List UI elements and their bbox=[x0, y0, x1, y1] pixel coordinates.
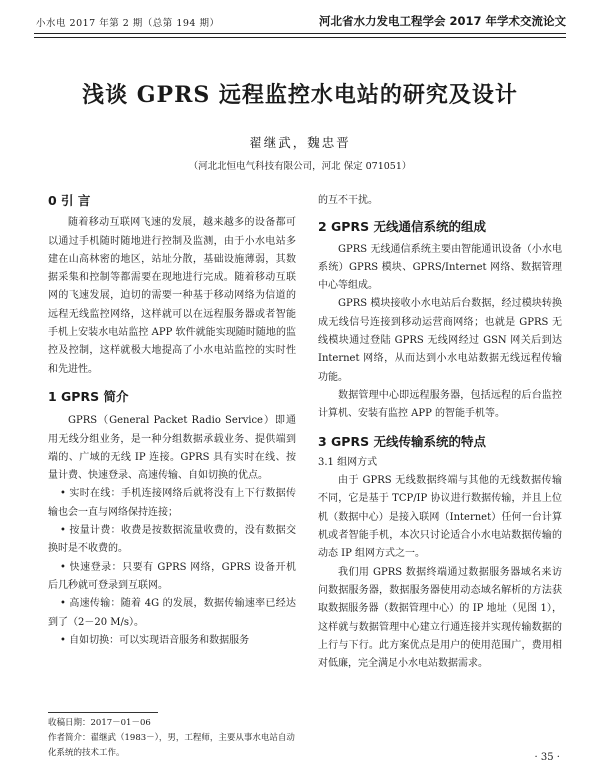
header-rule-thick bbox=[34, 33, 566, 34]
section-0-heading: 0 引 言 bbox=[48, 193, 91, 208]
bullet-fast-login: • 快速登录：只要有 GPRS 网络，GPRS 设备开机后几秒就可登录到互联网。 bbox=[48, 561, 296, 591]
bullet-high-speed: • 高速传输：随着 4G 的发展，数据传输速率已经达到了（2－20 M/s）。 bbox=[48, 598, 296, 628]
journal-header-right: 河北省水力发电工程学会 2017 年学术交流论文 bbox=[318, 14, 566, 28]
bullet-free-switching: • 自如切换：可以实现语音服务和数据服务 bbox=[60, 634, 250, 646]
footnote-received-date: 收稿日期：2017－01－06 bbox=[48, 718, 151, 728]
section-2-paragraph-1: GPRS 无线通信系统主要由智能通讯设备（小水电系统）GPRS 模块、GPRS/Internet 网络、数据管理中心等组成。 bbox=[318, 243, 562, 292]
section-0-paragraph: 随着移动互联网飞速的发展，越来越多的设备都可以通过手机随时随地进行控制及监测，由于小水电站多建在山高林密的地区，站址分散，基础设施薄弱，其数据采集和控制等都需要在现地进行完成。随着移动互联网的飞速发展，迫切的需要一种基于移动网络为信道的远程无线监控网络，这样就可以在远程服务器或者智能手机上安装水电站监控 APP 软件就能实现随时随地的监控及控制，这样就极大地提高了小水电站监控的实时性和先进性。 bbox=[48, 217, 296, 375]
page-number: · 35 · bbox=[534, 752, 560, 763]
article-title: 浅谈 GPRS 远程监控水电站的研究及设计 bbox=[82, 82, 518, 108]
footnote-author-bio: 作者简介：翟继武（1983－），男，工程师，主要从事水电站自动化系统的技术工作。 bbox=[48, 733, 295, 758]
section-2-heading: 2 GPRS 无线通信系统的组成 bbox=[318, 219, 486, 235]
article-affiliation: （河北北恒电气科技有限公司，河北 保定 071051） bbox=[188, 161, 412, 172]
header-rule-thin bbox=[34, 37, 566, 38]
section-1-heading: 1 GPRS 简介 bbox=[48, 388, 129, 404]
article-authors: 翟继武，魏忠晋 bbox=[249, 135, 351, 150]
section-1-paragraph: GPRS（General Packet Radio Service）即通用无线分组业务，是一种分组数据承载业务、提供端到端的、广域的无线 IP 连接。GPRS 具有实时在线、按量计费、快速登录、高速传输、自如切换的优点。 bbox=[48, 415, 296, 482]
section-3-1-heading: 3.1 组网方式 bbox=[318, 456, 378, 468]
journal-header-left: 小水电 2017 年第 2 期（总第 194 期） bbox=[36, 18, 220, 29]
section-3-heading: 3 GPRS 无线传输系统的特点 bbox=[318, 433, 486, 449]
section-2-paragraph-3: 数据管理中心即远程服务器，包括远程的后台监控计算机、安装有监控 APP 的智能手机等。 bbox=[318, 389, 562, 420]
continued-text: 的互不干扰。 bbox=[318, 195, 378, 206]
bullet-pay-per-use: • 按量计费：收费是按数据流量收费的，没有数据交换时是不收费的。 bbox=[48, 525, 296, 555]
right-column bbox=[318, 192, 562, 673]
section-3-1-paragraph-1: 由于 GPRS 无线数据终端与其他的无线数据传输不同，它是基于 TCP/IP 协议进行数据传输，并且上位机（数据中心）是接入联网（Internet）任何一台计算机或者智能手机，本次只讨论适合小水电站数据传输的动态 IP 组网方式之一。 bbox=[318, 475, 562, 560]
footnote-rule bbox=[48, 712, 158, 713]
left-column bbox=[48, 192, 296, 650]
bullet-realtime-online: • 实时在线：手机连接网络后就将没有上下行数据传输也会一直与网络保持连接； bbox=[48, 488, 296, 518]
section-3-1-paragraph-2: 我们用 GPRS 数据终端通过数据服务器域名来访问数据服务器，数据服务器使用动态域名解析的方法获取数据服务器（数据管理中心）的 IP 地址（见图 1），这样就与数据管理中心建立行通连接并实现传输数据的上行与下行。此方案优点是用户的使用范围广，费用相对低廉，完全满足小水电站数据需求。 bbox=[318, 566, 562, 670]
section-2-paragraph-2: GPRS 模块接收小水电站后台数据，经过模块转换成无线信号连接到移动运营商网络；也就是 GPRS 无线模块通过登陆 GPRS 无线网经过 GSN 网关后到达 Internet 网络，从而达到小水电站数据无线远程传输功能。 bbox=[318, 298, 562, 383]
